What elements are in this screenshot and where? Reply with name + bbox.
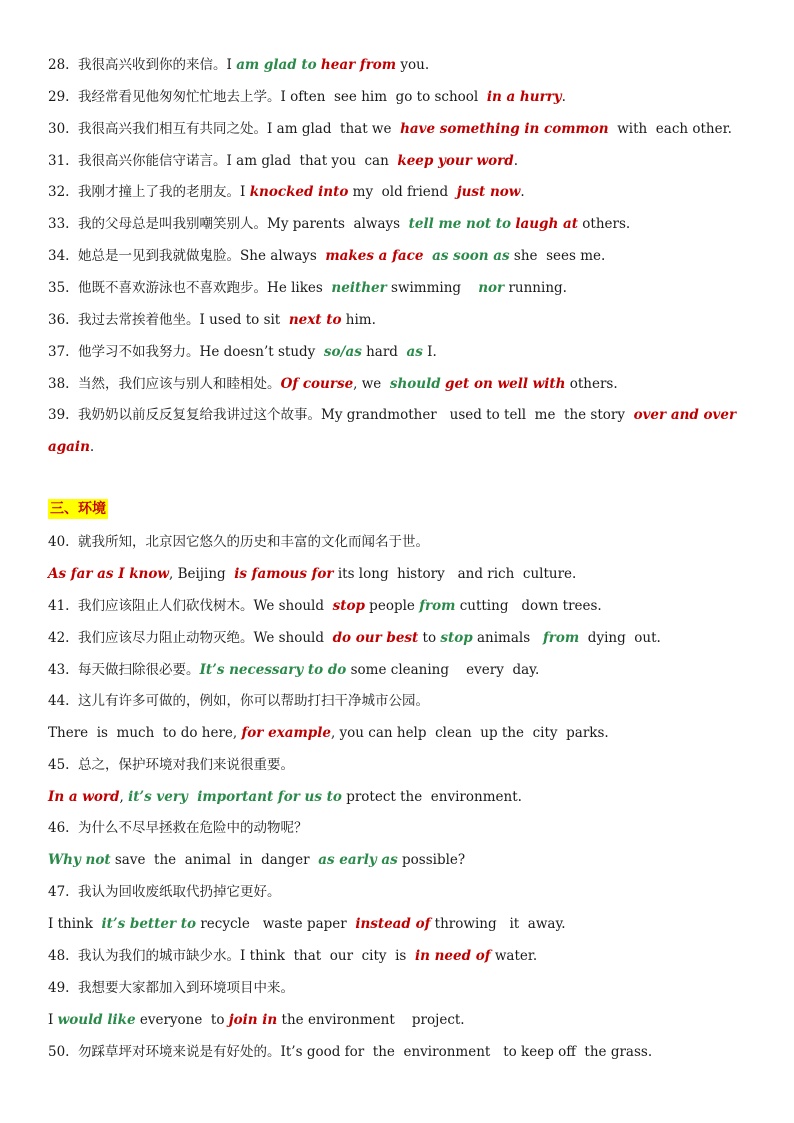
item-35 xyxy=(48,278,750,298)
highlighted-phrase: neither xyxy=(331,280,387,296)
item-31 xyxy=(48,151,750,171)
text-segment: , xyxy=(119,789,129,805)
text-segment: 31. 我很高兴你能信守诺言。I am glad that you can xyxy=(48,153,398,169)
item-44-answer xyxy=(48,723,750,743)
text-segment: others. xyxy=(577,216,631,232)
item-43 xyxy=(48,660,750,680)
highlighted-phrase: from xyxy=(543,630,580,646)
highlighted-phrase: just now xyxy=(456,184,521,200)
highlighted-phrase: as soon as xyxy=(432,248,510,264)
text-segment: , Beijing xyxy=(169,566,235,582)
highlighted-phrase: would like xyxy=(57,1012,136,1028)
item-30 xyxy=(48,119,750,139)
text-segment: 36. 我过去常挨着他坐。I used to sit xyxy=(48,312,289,328)
text-segment: protect the environment. xyxy=(341,789,522,805)
highlighted-phrase: In a word xyxy=(48,789,120,805)
highlighted-phrase: again xyxy=(48,439,90,455)
text-segment: I think xyxy=(48,916,102,932)
text-segment: 39. 我奶奶以前反反复复给我讲过这个故事。My grandmother used to tell me the story xyxy=(48,407,634,423)
highlighted-phrase: Why not xyxy=(48,852,111,868)
text-segment: 45. 总之，保护环境对我们来说很重要。 xyxy=(48,757,295,773)
text-segment: 32. 我刚才撞上了我的老朋友。I xyxy=(48,184,250,200)
text-segment: hard xyxy=(361,344,407,360)
text-segment: 33. 我的父母总是叫我别嘲笑别人。My parents always xyxy=(48,216,409,232)
highlighted-phrase: Of course xyxy=(280,376,354,392)
text-segment: you. xyxy=(396,57,430,73)
highlighted-phrase: should xyxy=(389,376,441,392)
highlighted-phrase: next to xyxy=(288,312,342,328)
text-segment: There is much to do here, xyxy=(48,725,242,741)
text-segment: 50. 勿踩草坪对环境来说是有好处的。It’s good for the environment to keep off the grass. xyxy=(48,1044,653,1060)
text-segment: 46. 为什么不尽早拯救在危险中的动物呢？ xyxy=(48,820,308,836)
text-segment: running. xyxy=(504,280,567,296)
text-segment: the environment project. xyxy=(277,1012,465,1028)
text-segment xyxy=(423,248,432,264)
item-36 xyxy=(48,310,750,330)
item-50 xyxy=(48,1042,750,1062)
highlighted-phrase: instead of xyxy=(355,916,431,932)
item-46-answer xyxy=(48,850,750,870)
highlighted-phrase: it’s very important for us to xyxy=(128,789,342,805)
highlighted-phrase: tell me not to xyxy=(408,216,512,232)
highlighted-phrase: stop xyxy=(440,630,473,646)
text-segment: 30. 我很高兴我们相互有共同之处。I am glad that we xyxy=(48,121,401,137)
text-segment: I. xyxy=(422,344,437,360)
text-segment: 44. 这儿有许多可做的，例如，你可以帮助打扫干净城市公园。 xyxy=(48,693,430,709)
highlighted-phrase: do our best xyxy=(332,630,419,646)
text-segment: throwing it away. xyxy=(430,916,566,932)
text-segment: save the animal in danger xyxy=(110,852,319,868)
text-segment: I xyxy=(48,1012,58,1028)
item-40 xyxy=(48,532,750,552)
highlighted-phrase: it’s better to xyxy=(101,916,197,932)
item-48 xyxy=(48,946,750,966)
highlighted-phrase: is famous for xyxy=(234,566,334,582)
item-38 xyxy=(48,374,750,394)
highlighted-phrase: nor xyxy=(478,280,505,296)
highlighted-phrase: from xyxy=(419,598,456,614)
text-segment: 42. 我们应该尽力阻止动物灭绝。We should xyxy=(48,630,333,646)
text-segment: 28. 我很高兴收到你的来信。I xyxy=(48,57,237,73)
text-segment: its long history and rich culture. xyxy=(333,566,577,582)
text-segment: some cleaning every day. xyxy=(346,662,540,678)
highlighted-phrase: in a hurry xyxy=(486,89,562,105)
text-segment: , you can help clean up the city parks. xyxy=(330,725,609,741)
text-segment: water. xyxy=(490,948,538,964)
item-39 xyxy=(48,405,750,425)
text-segment: 47. 我认为回收废纸取代扔掉它更好。 xyxy=(48,884,281,900)
text-segment: 34. 她总是一见到我就做鬼脸。She always xyxy=(48,248,326,264)
item-41 xyxy=(48,596,750,616)
item-33 xyxy=(48,214,750,234)
text-segment: others. xyxy=(565,376,618,392)
text-segment: with each other. xyxy=(608,121,732,137)
highlighted-phrase: in need of xyxy=(414,948,491,964)
highlighted-phrase: over and over xyxy=(633,407,737,423)
highlighted-phrase: hear from xyxy=(320,57,397,73)
item-47-answer xyxy=(48,914,750,934)
highlighted-phrase: as early as xyxy=(318,852,398,868)
item-49-answer xyxy=(48,1010,750,1030)
highlighted-phrase: join in xyxy=(228,1012,278,1028)
text-segment: him. xyxy=(341,312,376,328)
text-segment: , we xyxy=(353,376,390,392)
highlighted-phrase: knocked into xyxy=(249,184,349,200)
item-47 xyxy=(48,882,750,902)
item-34 xyxy=(48,246,750,266)
text-segment: dying out. xyxy=(579,630,661,646)
item-49 xyxy=(48,978,750,998)
text-segment: 40. 就我所知，北京因它悠久的历史和丰富的文化而闻名于世。 xyxy=(48,534,430,550)
highlighted-phrase: stop xyxy=(332,598,365,614)
highlighted-phrase: so/as xyxy=(323,344,362,360)
text-segment: everyone to xyxy=(135,1012,229,1028)
highlighted-phrase: makes a face xyxy=(325,248,424,264)
item-37 xyxy=(48,342,750,362)
text-segment: people xyxy=(364,598,420,614)
highlighted-phrase: laugh at xyxy=(515,216,578,232)
text-segment: she sees me. xyxy=(509,248,606,264)
highlighted-phrase: It’s necessary to do xyxy=(199,662,347,678)
highlighted-phrase: as xyxy=(406,344,423,360)
text-segment: 43. 每天做扫除很必要。 xyxy=(48,662,200,678)
item-32 xyxy=(48,182,750,202)
item-45-answer xyxy=(48,787,750,807)
item-29 xyxy=(48,87,750,107)
text-segment: 38. 当然，我们应该与别人和睦相处。 xyxy=(48,376,281,392)
text-segment: . xyxy=(561,89,566,105)
text-segment: possible? xyxy=(397,852,466,868)
highlighted-phrase: As far as I know xyxy=(48,566,169,582)
text-segment: 49. 我想要大家都加入到环境项目中来。 xyxy=(48,980,295,996)
highlighted-phrase: get on well with xyxy=(445,376,566,392)
item-45 xyxy=(48,755,750,775)
text-segment: animals xyxy=(472,630,543,646)
text-segment: to xyxy=(418,630,441,646)
item-39-cont xyxy=(48,437,750,457)
text-segment: . xyxy=(513,153,518,169)
highlighted-phrase: for example xyxy=(241,725,331,741)
text-segment: cutting down trees. xyxy=(455,598,602,614)
highlighted-phrase: keep your word xyxy=(397,153,514,169)
text-segment: swimming xyxy=(386,280,479,296)
text-segment: . xyxy=(89,439,95,455)
text-segment: 41. 我们应该阻止人们砍伐树木。We should xyxy=(48,598,333,614)
text-segment: . xyxy=(520,184,525,200)
item-42 xyxy=(48,628,750,648)
highlighted-phrase: am glad to xyxy=(236,57,317,73)
text-segment: 48. 我认为我们的城市缺少水。I think that our city is xyxy=(48,948,415,964)
text-segment: 35. 他既不喜欢游泳也不喜欢跑步。He likes xyxy=(48,280,332,296)
text-segment: 37. 他学习不如我努力。He doesn’t study xyxy=(48,344,324,360)
item-28 xyxy=(48,55,750,75)
section-heading-environment: 三、环境 xyxy=(50,501,106,517)
text-segment: recycle waste paper xyxy=(196,916,356,932)
highlighted-phrase: have something in common xyxy=(400,121,609,137)
item-40-answer xyxy=(48,564,750,584)
text-segment: 29. 我经常看见他匆匆忙忙地去上学。I often see him go to school xyxy=(48,89,487,105)
item-44 xyxy=(48,691,750,711)
text-segment: my old friend xyxy=(348,184,457,200)
item-46 xyxy=(48,818,750,838)
